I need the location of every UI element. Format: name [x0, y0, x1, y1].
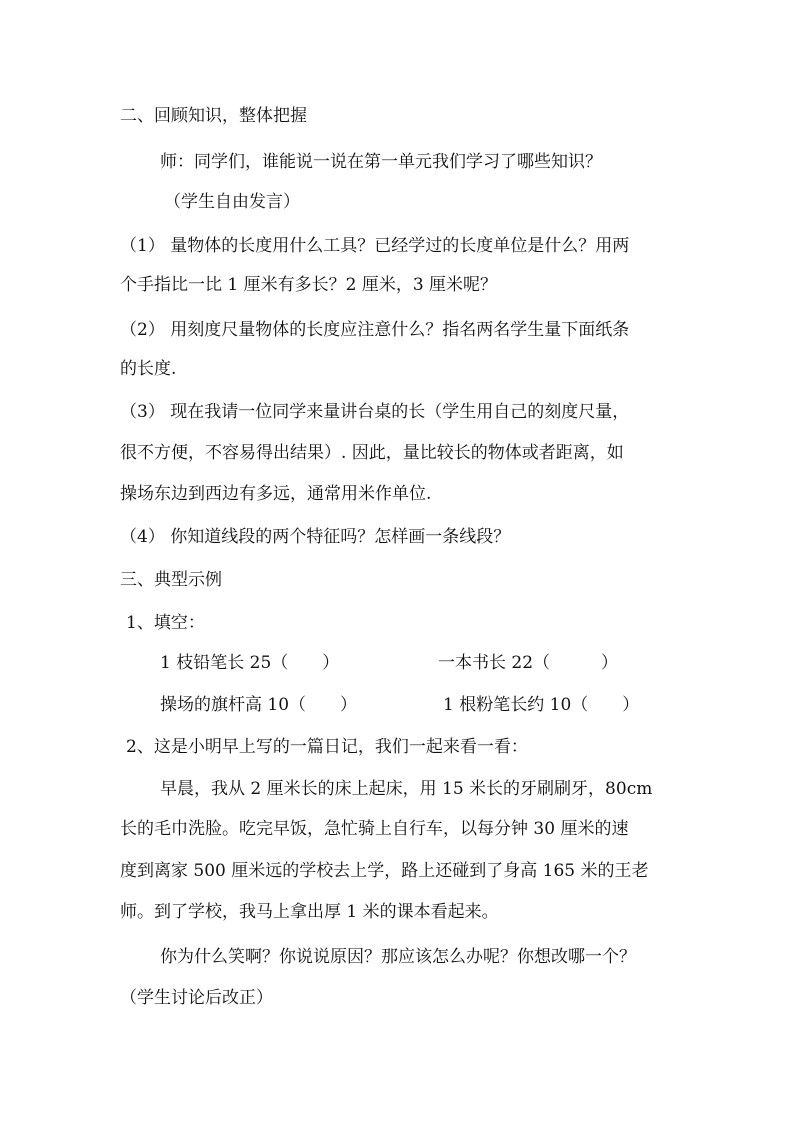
student-note: （学生自由发言） [164, 192, 300, 212]
item4: （4） 你知道线段的两个特征吗？怎样画一条线段？ [120, 527, 511, 547]
teacher-prompt: 师：同学们，谁能说一说在第一单元我们学习了哪些知识？ [160, 152, 602, 172]
section3-heading: 三、典型示例 [120, 570, 222, 590]
item3-line2: 很不方便，不容易得出结果）. 因此，量比较长的物体或者距离，如 [120, 443, 624, 463]
closing-note: （学生讨论后改正） [120, 988, 273, 1008]
item3-line3: 操场东边到西边有多远，通常用米作单位. [120, 484, 432, 504]
section2-heading: 二、回顾知识，整体把握 [120, 106, 307, 126]
fill-blank-item: 一本书长 22（ ） [438, 653, 619, 673]
item2-line1: （2） 用刻度尺量物体的长度应注意什么？指名两名学生量下面纸条 [120, 320, 630, 340]
item2-line2: 的长度. [120, 359, 177, 379]
q1-title: 1、填空： [126, 613, 205, 633]
item1-line2: 个手指比一比 1 厘米有多长？2 厘米，3 厘米呢？ [120, 275, 498, 295]
diary-line1: 早晨，我从 2 厘米长的床上起床，用 15 米长的牙刷刷牙，80cm [160, 779, 653, 799]
item3-line1: （3） 现在我请一位同学来量讲台桌的长（学生用自己的刻度尺量， [120, 402, 630, 422]
item1-line1: （1） 量物体的长度用什么工具？已经学过的长度单位是什么？用两 [120, 236, 630, 256]
fill-blank-item: 1 根粉笔长约 10（ ） [443, 695, 640, 715]
diary-line2: 长的毛巾洗脸。吃完早饭，急忙骑上自行车，以每分钟 30 厘米的速 [120, 819, 629, 839]
question-line: 你为什么笑啊？你说说原因？那应该怎么办呢？你想改哪一个？ [160, 947, 636, 967]
fill-blank-item: 1 枝铅笔长 25（ ） [160, 653, 340, 673]
diary-line3: 度到离家 500 厘米远的学校去上学，路上还碰到了身高 165 米的王老 [120, 861, 649, 881]
fill-blank-item: 操场的旗杆高 10（ ） [160, 695, 358, 715]
diary-line4: 师。到了学校，我马上拿出厚 1 米的课本看起来。 [120, 902, 499, 922]
q2-title: 2、这是小明早上写的一篇日记，我们一起来看一看： [126, 737, 528, 757]
